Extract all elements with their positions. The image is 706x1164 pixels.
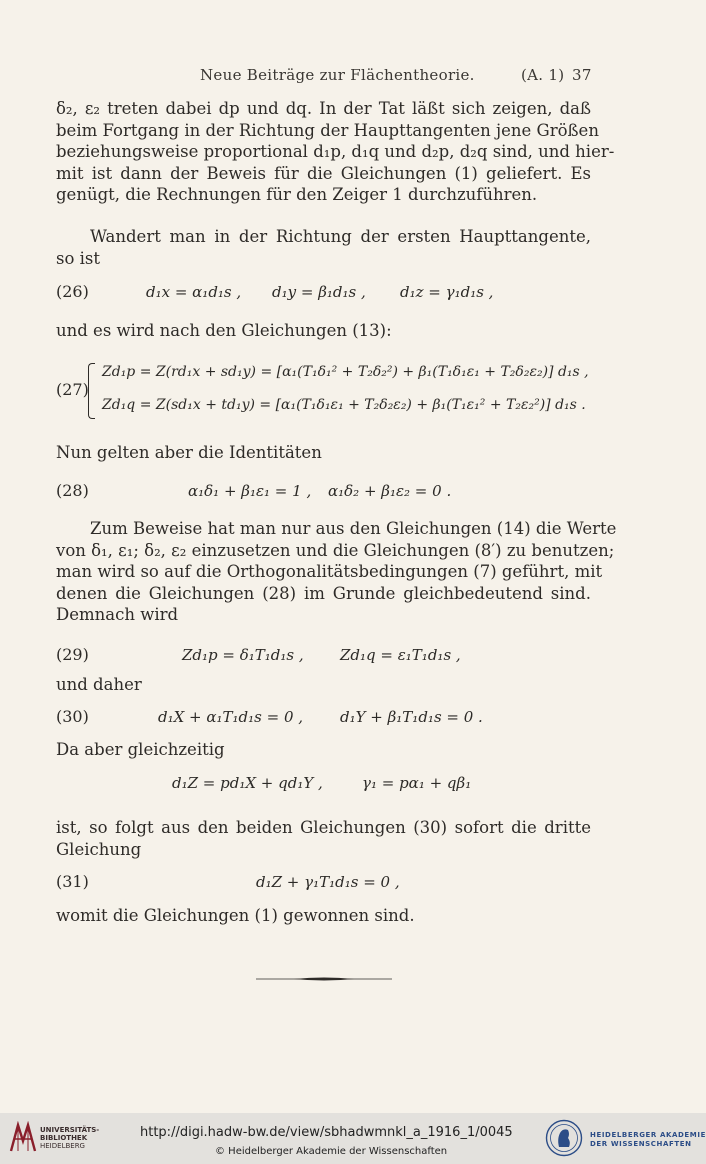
text-line: man wird so auf die Orthogonalitätsbedingungen (7) geführt, mit [56,562,603,581]
text-line: Nun gelten aber die Identitäten [56,443,322,462]
paragraph-6 [56,674,591,696]
text-line: von δ₁, ε₁; δ₂, ε₂ einzusetzen und die Gleichungen (8′) zu benutzen; [56,540,615,560]
equation-28-part: α₁δ₁ + β₁ε₁ = 1 , [188,482,312,500]
text-line: und daher [56,675,142,694]
text-line: so ist [56,248,101,268]
academy-name-line: HEIDELBERGER AKADEMIE [590,1131,706,1139]
paragraph-9 [56,905,591,927]
text-line: genügt, die Rechnungen für den Zeiger 1 durchzuführen. [56,185,538,204]
end-ornament-rule [256,975,392,983]
equation-26-part: d₁x = α₁d₁s , [146,283,242,301]
equation-30-part: d₁X + α₁T₁d₁s = 0 , [158,708,304,726]
paragraph-5 [56,518,617,626]
equation-number: (26) [56,282,89,301]
paragraph-2 [56,226,591,269]
text-line: δ₂, ε₂ treten dabei dp und dq. In der Tat läßt sich zeigen, daß [56,99,591,118]
paragraph-1 [56,98,615,206]
equation-number: (27) [56,380,89,399]
running-header-title: Neue Beiträge zur Flächentheorie. [200,66,475,84]
equation-27-line-1: Zd₁p = Z(rd₁x + sd₁y) = [α₁(T₁δ₁² + T₂δ₂²) + β₁(T₁δ₁ε₁ + T₂δ₂ε₂)] d₁s , [102,364,589,380]
university-library-logo-icon [9,1121,37,1155]
equation-number: (28) [56,481,89,500]
equation-brace [88,363,95,419]
equation-29-part: Zd₁q = ε₁T₁d₁s , [340,646,461,664]
text-line: womit die Gleichungen (1) gewonnen sind. [56,906,415,925]
academy-seal-icon [545,1119,583,1157]
page-number: 37 [572,66,592,84]
copyright-notice: © Heidelberger Akademie der Wissenschaften [215,1146,448,1157]
text-line: beziehungsweise proportional d₁p, d₁q und d₂p, d₂q sind, und hier- [56,142,615,161]
text-line: beim Fortgang in der Richtung der Haupttangenten jene Größen [56,120,599,140]
equation-28-part: α₁δ₂ + β₁ε₂ = 0 . [328,482,452,500]
running-header-section: (A. 1) [521,66,565,84]
paragraph-3 [56,320,591,342]
permalink-url[interactable]: http://digi.hadw-bw.de/view/sbhadwmnkl_a_1916_1/0045 [140,1125,513,1140]
equation-unnumbered-part: d₁Z = pd₁X + qd₁Y , [172,774,323,792]
equation-unnumbered-part: γ₁ = pα₁ + qβ₁ [362,774,472,792]
equation-30-part: d₁Y + β₁T₁d₁s = 0 . [340,708,483,726]
equation-29-part: Zd₁p = δ₁T₁d₁s , [182,646,304,664]
academy-name-line: DER WISSENSCHAFTEN [590,1140,692,1148]
text-line: Demnach wird [56,605,179,624]
text-line: Gleichung [56,839,142,859]
equation-26-part: d₁y = β₁d₁s , [272,283,366,301]
equation-26-part: d₁z = γ₁d₁s , [400,283,494,301]
text-line: denen die Gleichungen (28) im Grunde gleichbedeutend sind. [56,583,591,603]
text-line: ist, so folgt aus den beiden Gleichungen (30) sofort die dritte [56,818,591,837]
equation-number: (30) [56,707,89,726]
equation-number: (31) [56,872,89,891]
text-line: Da aber gleichzeitig [56,740,225,759]
library-name-line: UNIVERSITÄTS- [40,1126,100,1134]
text-line: Wandert man in der Richtung der ersten Haupttangente, [90,227,591,246]
text-line: Zum Beweise hat man nur aus den Gleichungen (14) die Werte [90,519,617,538]
text-line: mit ist dann der Beweis für die Gleichungen (1) geliefert. Es [56,163,591,183]
paragraph-7 [56,739,591,761]
library-name-line: BIBLIOTHEK [40,1134,88,1142]
equation-27-line-2: Zd₁q = Z(sd₁x + td₁y) = [α₁(T₁δ₁ε₁ + T₂δ₂ε₂) + β₁(T₁ε₁² + T₂ε₂²)] d₁s . [102,397,586,413]
text-line: und es wird nach den Gleichungen (13): [56,321,392,340]
equation-number: (29) [56,645,89,664]
equation-31-part: d₁Z + γ₁T₁d₁s = 0 , [256,873,400,891]
paragraph-4 [56,442,591,464]
library-name-line: HEIDELBERG [40,1142,85,1150]
paragraph-8 [56,817,591,860]
